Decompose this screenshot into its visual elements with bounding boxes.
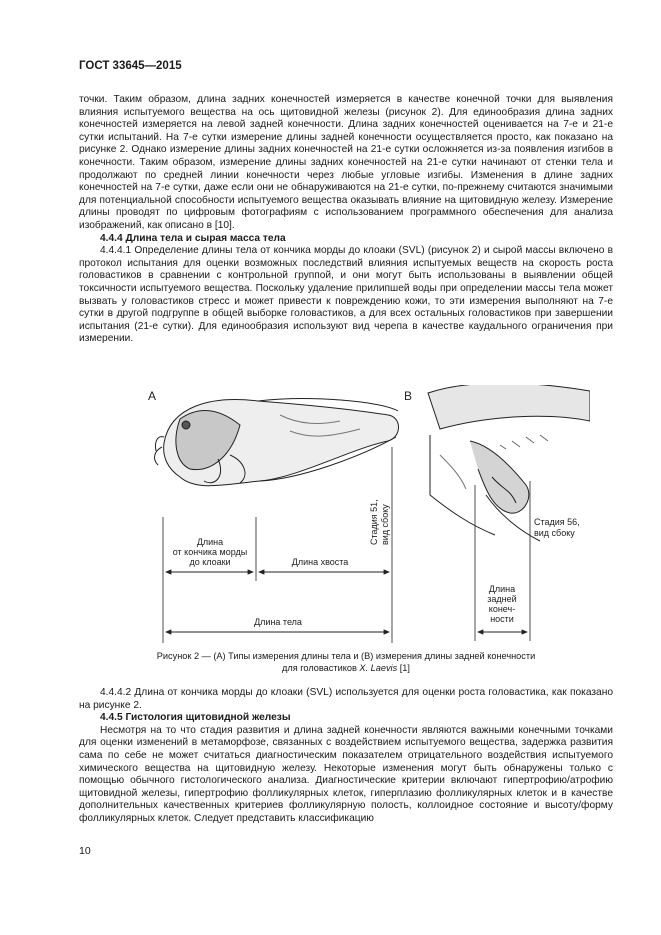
hindlimb-label-line2: задней: [487, 594, 517, 604]
caption-line1: Рисунок 2 — (А) Типы измерения длины тела и (В) измерения длины задней конечности: [156, 651, 536, 661]
paragraph-4-4-4-1: 4.4.4.1 Определение длины тела от кончика морды до клоаки (SVL) (рисунок 2) и сырой массы включено в протокол испытания для оценки возможных последствий влияния испытуемых веществ на скорость роста головастиков в сравнении с контрольной группой, и они могут быть использованы в выявлении общей токсичности испытуемого вещества. Поскольку удаление прилипшей воды при определении массы тела может вызвать у головастиков стресс и может привести к повреждению кожи, то эти измерения выполняют на 7-е сутки в другой подгруппе в общей выборке головастиков, а для всех остальных головастиков при завершении испытания (21-е сутки). Для единообразия используют вид черепа в качестве каудального ограничения при измерении.: [79, 245, 613, 345]
paragraph-histology: Несмотря на то что стадия развития и длина задней конечности являются важными конечными точками для оценки изменений в метаморфозе, связанных с воздействием испытуемого вещества, задержка развития сама по себе не может считаться диагностическим показателем отрицательного воздействия испытуемого химического вещества на щитовидную железу. Некоторые изменения могут быть обнаружены только с помощью обычного гистологического анализа. Диагностические критерии включают гипертрофию/атрофию щитовидной железы, гипертрофию фолликулярных клеток, гиперплазию фолликулярных клеток и в качестве дополнительных качественных критериев фолликулярную полость, коллоидное состояние и высоту/форму фолликулярных клеток. Следует представить классификацию: [79, 724, 613, 824]
body-length-label: Длина тела: [254, 617, 302, 627]
paragraph-hindlimb-continuation: точки. Таким образом, длина задних конечностей измеряется в качестве конечной точки для выявления влияния испытуемого вещества на ось щитовидной железы (рисунок 2). Для единообразия длина задних конечностей измеряется на левой задней конечности. Длина задних конечностей оценивается на 7-е и 21-е сутки испытаний. На 7-е сутки измерение длины задней конечности осуществляется просто, как показано на рисунке 2. Однако измерение длины задних конечностей на 21-е сутки осложняется из-за появления изгибов в конечности. Таким образом, измерение длины задних конечностей на 21-е сутки начинают от стенки тела и продолжают по средней линии конечности через любые угловые изгибы. Изменения в длине задних конечностей на 7-е сутки, даже если они не обнаруживаются на 21-е сутки, по-прежнему считаются значимыми для потенциальной способности испытуемого вещества оказывать влияние на щитовидную железу. Измерение длины проводят по цифровым фотографиям с использованием программного обеспечения для анализа изображений, как описано в [10].: [79, 94, 613, 231]
caption-line2: [79, 662, 613, 674]
figure-2-drawing: [140, 385, 590, 645]
tail-length-label: Длина хвоста: [291, 557, 349, 567]
text-block-top: [79, 94, 613, 346]
hindlimb-label-line3: конеч-: [488, 604, 516, 614]
figure-caption: [79, 650, 613, 674]
paragraph-4-4-4-2: 4.4.4.2 Длина от кончика морды до клоаки (SVL) используется для оценки роста головастика, как показано на рисунке 2.: [79, 687, 613, 711]
section-heading-4-4-4: 4.4.4 Длина тела и сырая масса тела: [100, 232, 286, 244]
section-heading-4-4-5: 4.4.5 Гистология щитовидной железы: [100, 712, 291, 724]
svl-label-line3: до клоаки: [189, 557, 231, 567]
panel-a-label: A: [148, 389, 157, 403]
figure-2: [140, 385, 590, 645]
caption-reference: [1]: [397, 663, 410, 673]
hindlimb-label-line1: Длина: [488, 584, 516, 594]
stage56-label-line2: вид сбоку: [534, 528, 575, 538]
stage51-label-line1: Стадия 51,: [369, 499, 379, 545]
tadpole-stage51-drawing: [155, 399, 399, 486]
stage51-label-line2: вид сбоку: [380, 504, 390, 545]
svl-label-line1: Длина: [196, 537, 224, 547]
hindlimb-label-line4: ности: [490, 614, 514, 624]
panel-b-label: B: [404, 389, 413, 403]
stage56-label-line1: Стадия 56,: [534, 517, 580, 527]
caption-line2-text: для головастиков: [282, 663, 360, 673]
svl-label-line2: от кончика морды: [172, 547, 248, 557]
page-number: 10: [79, 845, 91, 857]
page-header: ГОСТ 33645—2015: [79, 60, 182, 72]
caption-species: X. Laevis: [359, 663, 398, 673]
text-block-bottom: [79, 687, 613, 826]
